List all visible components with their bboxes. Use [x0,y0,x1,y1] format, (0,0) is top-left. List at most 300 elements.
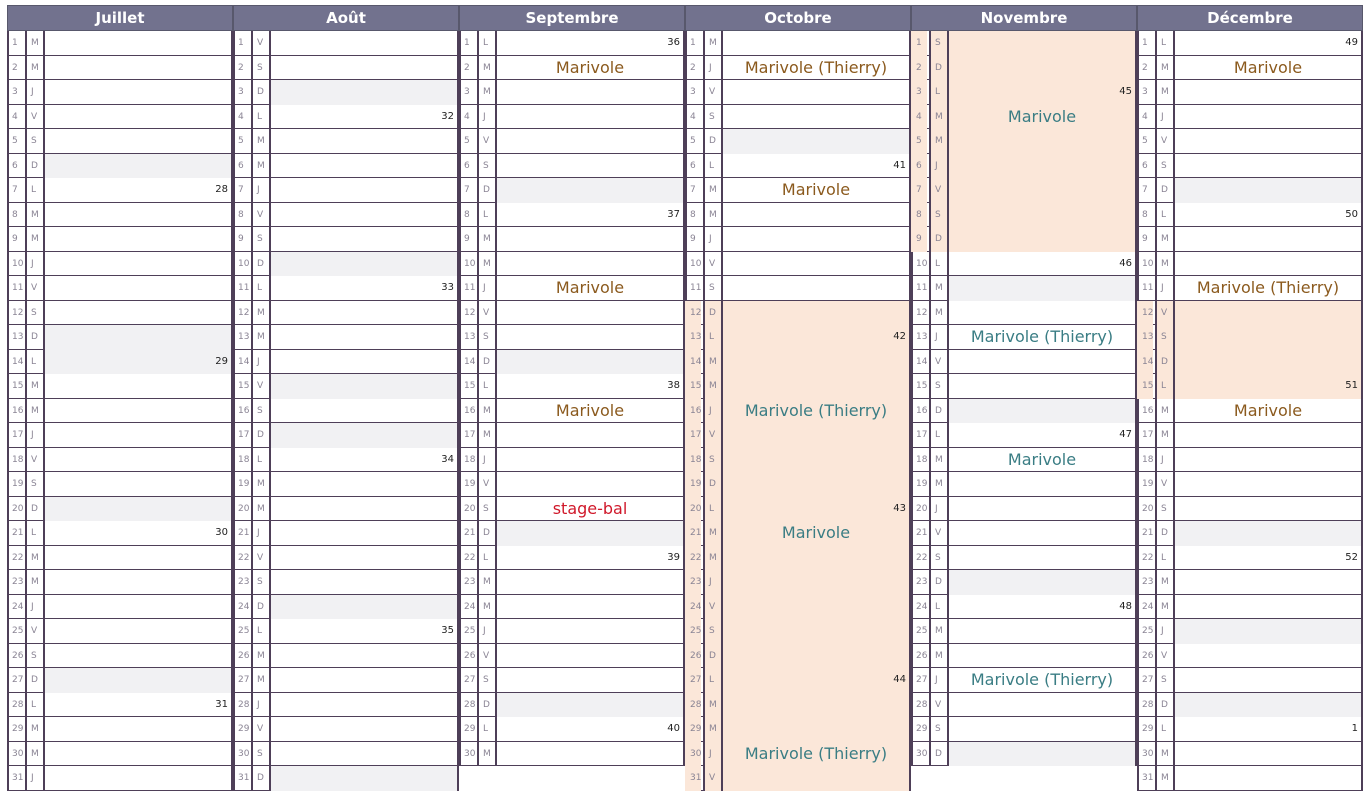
day-cell[interactable] [271,105,457,130]
day-cell[interactable] [45,546,231,571]
day-cell[interactable] [1175,717,1361,742]
day-row[interactable] [7,693,233,718]
day-row[interactable] [1137,276,1363,301]
day-cell[interactable] [1175,105,1361,130]
day-row[interactable] [911,742,1137,767]
day-row[interactable] [1137,252,1363,277]
day-row[interactable] [459,497,685,522]
day-cell[interactable] [497,252,683,277]
calendar-event[interactable]: Marivole (Thierry) [970,327,1114,346]
day-row[interactable] [1137,203,1363,228]
day-row[interactable] [459,546,685,571]
day-cell[interactable] [271,497,457,522]
day-cell[interactable] [723,742,909,767]
day-cell[interactable] [497,56,683,81]
day-cell[interactable] [1175,178,1361,203]
day-cell[interactable] [271,154,457,179]
day-row[interactable] [911,31,1137,56]
day-cell[interactable] [723,448,909,473]
day-cell[interactable] [723,105,909,130]
day-row[interactable] [911,497,1137,522]
day-cell[interactable] [723,399,909,424]
day-row[interactable] [1137,374,1363,399]
day-cell[interactable] [949,448,1135,473]
day-cell[interactable] [271,717,457,742]
day-cell[interactable] [45,472,231,497]
day-cell[interactable] [949,668,1135,693]
day-cell[interactable] [497,399,683,424]
day-row[interactable] [911,472,1137,497]
day-cell[interactable] [271,252,457,277]
day-cell[interactable] [45,668,231,693]
day-row[interactable] [233,766,459,791]
day-row[interactable] [459,693,685,718]
day-cell[interactable] [1175,497,1361,522]
day-row[interactable] [459,374,685,399]
day-cell[interactable] [271,570,457,595]
day-row[interactable] [1137,399,1363,424]
day-cell[interactable] [497,742,683,767]
day-row[interactable] [459,252,685,277]
day-cell[interactable] [723,56,909,81]
day-cell[interactable] [271,301,457,326]
day-row[interactable] [1137,227,1363,252]
day-cell[interactable] [271,350,457,375]
day-row[interactable] [685,203,911,228]
day-row[interactable] [685,668,911,693]
day-cell[interactable] [271,203,457,228]
day-cell[interactable] [949,619,1135,644]
day-cell[interactable] [723,129,909,154]
day-row[interactable] [911,693,1137,718]
day-row[interactable] [459,399,685,424]
day-row[interactable] [233,423,459,448]
day-row[interactable] [459,80,685,105]
day-row[interactable] [459,448,685,473]
day-row[interactable] [1137,154,1363,179]
day-row[interactable] [459,717,685,742]
day-row[interactable] [685,644,911,669]
day-row[interactable] [685,570,911,595]
day-row[interactable] [7,399,233,424]
day-row[interactable] [911,252,1137,277]
day-row[interactable] [233,595,459,620]
day-cell[interactable] [723,668,909,693]
day-cell[interactable] [497,227,683,252]
day-row[interactable] [911,717,1137,742]
day-row[interactable] [685,423,911,448]
day-cell[interactable] [497,595,683,620]
day-cell[interactable] [497,105,683,130]
day-cell[interactable] [1175,595,1361,620]
day-row[interactable] [233,742,459,767]
day-row[interactable] [7,742,233,767]
day-row[interactable] [911,546,1137,571]
calendar-event[interactable]: Marivole (Thierry) [744,743,888,763]
day-row[interactable] [911,154,1137,179]
day-cell[interactable] [949,497,1135,522]
day-row[interactable] [685,325,911,350]
day-cell[interactable] [497,619,683,644]
day-row[interactable] [7,546,233,571]
day-cell[interactable] [45,252,231,277]
day-cell[interactable] [45,129,231,154]
day-cell[interactable] [271,423,457,448]
day-row[interactable] [233,399,459,424]
day-row[interactable] [911,227,1137,252]
day-cell[interactable] [723,546,909,571]
day-row[interactable] [685,105,911,130]
day-row[interactable] [1137,423,1363,448]
day-cell[interactable] [949,595,1135,620]
day-cell[interactable] [723,276,909,301]
day-row[interactable] [685,276,911,301]
day-cell[interactable] [45,154,231,179]
day-row[interactable] [7,350,233,375]
day-row[interactable] [233,227,459,252]
day-row[interactable] [233,717,459,742]
day-cell[interactable] [949,521,1135,546]
day-cell[interactable] [1175,423,1361,448]
day-cell[interactable] [1175,80,1361,105]
day-cell[interactable] [1175,227,1361,252]
day-cell[interactable] [949,129,1135,154]
day-row[interactable] [459,595,685,620]
day-row[interactable] [911,448,1137,473]
day-row[interactable] [7,423,233,448]
day-cell[interactable] [949,423,1135,448]
day-cell[interactable] [723,619,909,644]
calendar-event[interactable]: Marivole (Thierry) [744,400,888,420]
day-cell[interactable] [1175,644,1361,669]
day-cell[interactable] [271,668,457,693]
day-row[interactable] [1137,105,1363,130]
day-row[interactable] [7,374,233,399]
day-cell[interactable] [1175,56,1361,81]
day-row[interactable] [1137,472,1363,497]
day-cell[interactable] [271,766,457,791]
day-cell[interactable] [949,399,1135,424]
calendar-event[interactable]: Marivole [1233,400,1303,420]
day-cell[interactable] [723,497,909,522]
day-row[interactable] [459,742,685,767]
calendar-event[interactable]: Marivole [555,57,625,77]
day-row[interactable] [233,80,459,105]
day-row[interactable] [685,301,911,326]
day-cell[interactable] [45,570,231,595]
day-cell[interactable] [271,619,457,644]
day-row[interactable] [459,154,685,179]
day-cell[interactable] [497,31,683,56]
calendar-event[interactable]: Marivole [1233,57,1303,77]
day-cell[interactable] [1175,521,1361,546]
day-row[interactable] [233,325,459,350]
day-cell[interactable] [949,56,1135,81]
day-cell[interactable] [723,31,909,56]
day-row[interactable] [1137,325,1363,350]
day-row[interactable] [7,497,233,522]
day-row[interactable] [7,252,233,277]
calendar-event[interactable]: Marivole [781,180,851,199]
day-row[interactable] [911,619,1137,644]
day-cell[interactable] [1175,570,1361,595]
day-cell[interactable] [723,374,909,399]
day-cell[interactable] [723,693,909,718]
day-row[interactable] [459,644,685,669]
day-row[interactable] [685,129,911,154]
calendar-event[interactable]: Marivole (Thierry) [1196,278,1340,297]
day-cell[interactable] [497,644,683,669]
day-row[interactable] [7,129,233,154]
day-cell[interactable] [497,668,683,693]
day-row[interactable] [911,105,1137,130]
day-row[interactable] [1137,350,1363,375]
day-cell[interactable] [497,325,683,350]
day-row[interactable] [911,129,1137,154]
day-cell[interactable] [497,276,683,301]
day-row[interactable] [685,80,911,105]
day-cell[interactable] [45,644,231,669]
day-row[interactable] [911,595,1137,620]
day-row[interactable] [7,619,233,644]
day-cell[interactable] [497,301,683,326]
day-row[interactable] [7,80,233,105]
day-row[interactable] [459,423,685,448]
day-cell[interactable] [949,693,1135,718]
day-cell[interactable] [45,178,231,203]
day-cell[interactable] [271,325,457,350]
day-cell[interactable] [949,276,1135,301]
day-row[interactable] [7,178,233,203]
day-cell[interactable] [723,644,909,669]
day-cell[interactable] [723,178,909,203]
day-row[interactable] [911,276,1137,301]
day-cell[interactable] [723,595,909,620]
day-cell[interactable] [949,252,1135,277]
day-row[interactable] [459,521,685,546]
day-cell[interactable] [497,521,683,546]
day-row[interactable] [7,105,233,130]
day-row[interactable] [911,521,1137,546]
day-cell[interactable] [497,693,683,718]
day-row[interactable] [685,619,911,644]
day-cell[interactable] [45,595,231,620]
day-row[interactable] [233,276,459,301]
day-row[interactable] [7,668,233,693]
day-cell[interactable] [45,423,231,448]
day-cell[interactable] [1175,546,1361,571]
day-cell[interactable] [271,31,457,56]
day-row[interactable] [459,276,685,301]
day-cell[interactable] [723,766,909,791]
day-row[interactable] [1137,448,1363,473]
day-cell[interactable] [1175,325,1361,350]
day-row[interactable] [1137,619,1363,644]
day-row[interactable] [1137,178,1363,203]
day-row[interactable] [1137,546,1363,571]
day-row[interactable] [685,154,911,179]
day-row[interactable] [911,668,1137,693]
day-row[interactable] [7,31,233,56]
day-cell[interactable] [1175,472,1361,497]
day-cell[interactable] [723,717,909,742]
day-cell[interactable] [949,325,1135,350]
day-row[interactable] [1137,31,1363,56]
day-cell[interactable] [271,693,457,718]
day-cell[interactable] [723,325,909,350]
calendar-event[interactable]: Marivole [781,523,851,542]
day-cell[interactable] [949,203,1135,228]
day-cell[interactable] [949,374,1135,399]
day-row[interactable] [685,521,911,546]
day-cell[interactable] [949,350,1135,375]
day-row[interactable] [685,374,911,399]
day-row[interactable] [459,203,685,228]
day-row[interactable] [1137,668,1363,693]
day-cell[interactable] [271,399,457,424]
day-cell[interactable] [45,497,231,522]
day-row[interactable] [233,129,459,154]
day-row[interactable] [233,350,459,375]
calendar-event[interactable]: Marivole [555,400,625,420]
day-row[interactable] [685,595,911,620]
day-row[interactable] [459,350,685,375]
day-row[interactable] [233,497,459,522]
day-cell[interactable] [271,448,457,473]
day-row[interactable] [459,301,685,326]
calendar-event[interactable]: Marivole (Thierry) [970,670,1114,689]
day-row[interactable] [7,203,233,228]
day-row[interactable] [1137,129,1363,154]
day-cell[interactable] [271,472,457,497]
day-row[interactable] [459,178,685,203]
day-cell[interactable] [1175,619,1361,644]
day-row[interactable] [685,178,911,203]
day-cell[interactable] [45,619,231,644]
day-cell[interactable] [723,203,909,228]
day-row[interactable] [1137,644,1363,669]
day-cell[interactable] [45,693,231,718]
day-row[interactable] [685,350,911,375]
day-cell[interactable] [949,31,1135,56]
day-row[interactable] [1137,717,1363,742]
day-row[interactable] [233,693,459,718]
day-cell[interactable] [45,717,231,742]
calendar-event[interactable]: Marivole [1007,449,1077,469]
day-cell[interactable] [497,546,683,571]
day-cell[interactable] [497,472,683,497]
day-cell[interactable] [45,521,231,546]
day-row[interactable] [459,570,685,595]
day-cell[interactable] [1175,399,1361,424]
calendar-event[interactable]: Marivole [1007,106,1077,126]
day-cell[interactable] [45,448,231,473]
day-row[interactable] [7,644,233,669]
day-row[interactable] [911,423,1137,448]
day-cell[interactable] [497,203,683,228]
day-cell[interactable] [1175,693,1361,718]
day-cell[interactable] [497,374,683,399]
day-row[interactable] [7,717,233,742]
day-row[interactable] [7,472,233,497]
day-cell[interactable] [1175,203,1361,228]
day-row[interactable] [7,521,233,546]
day-row[interactable] [233,252,459,277]
day-cell[interactable] [271,129,457,154]
day-cell[interactable] [1175,766,1361,791]
day-row[interactable] [911,56,1137,81]
day-cell[interactable] [1175,31,1361,56]
day-cell[interactable] [723,252,909,277]
day-row[interactable] [459,619,685,644]
day-cell[interactable] [1175,742,1361,767]
day-cell[interactable] [949,472,1135,497]
day-row[interactable] [1137,570,1363,595]
day-row[interactable] [1137,301,1363,326]
day-row[interactable] [685,472,911,497]
day-row[interactable] [233,154,459,179]
day-cell[interactable] [271,227,457,252]
day-cell[interactable] [949,546,1135,571]
day-row[interactable] [911,374,1137,399]
day-row[interactable] [911,399,1137,424]
day-cell[interactable] [723,301,909,326]
day-cell[interactable] [497,129,683,154]
day-row[interactable] [685,497,911,522]
day-cell[interactable] [271,80,457,105]
day-cell[interactable] [497,423,683,448]
day-cell[interactable] [1175,276,1361,301]
day-cell[interactable] [1175,374,1361,399]
day-row[interactable] [685,399,911,424]
day-cell[interactable] [45,105,231,130]
day-row[interactable] [7,448,233,473]
day-row[interactable] [7,154,233,179]
day-cell[interactable] [949,105,1135,130]
day-cell[interactable] [45,56,231,81]
day-row[interactable] [685,693,911,718]
day-cell[interactable] [271,742,457,767]
day-cell[interactable] [723,227,909,252]
day-row[interactable] [7,276,233,301]
day-cell[interactable] [949,742,1135,767]
day-cell[interactable] [271,374,457,399]
day-row[interactable] [233,203,459,228]
day-cell[interactable] [45,227,231,252]
day-cell[interactable] [497,497,683,522]
day-row[interactable] [459,668,685,693]
day-cell[interactable] [271,595,457,620]
day-row[interactable] [7,325,233,350]
day-cell[interactable] [271,56,457,81]
day-cell[interactable] [949,154,1135,179]
day-row[interactable] [233,178,459,203]
day-cell[interactable] [1175,129,1361,154]
day-row[interactable] [1137,56,1363,81]
day-cell[interactable] [497,448,683,473]
day-row[interactable] [233,31,459,56]
day-row[interactable] [911,203,1137,228]
day-cell[interactable] [949,717,1135,742]
day-cell[interactable] [45,766,231,791]
day-row[interactable] [7,766,233,791]
day-row[interactable] [1137,742,1363,767]
day-cell[interactable] [271,521,457,546]
day-cell[interactable] [949,570,1135,595]
day-cell[interactable] [45,399,231,424]
day-cell[interactable] [723,521,909,546]
day-row[interactable] [7,595,233,620]
